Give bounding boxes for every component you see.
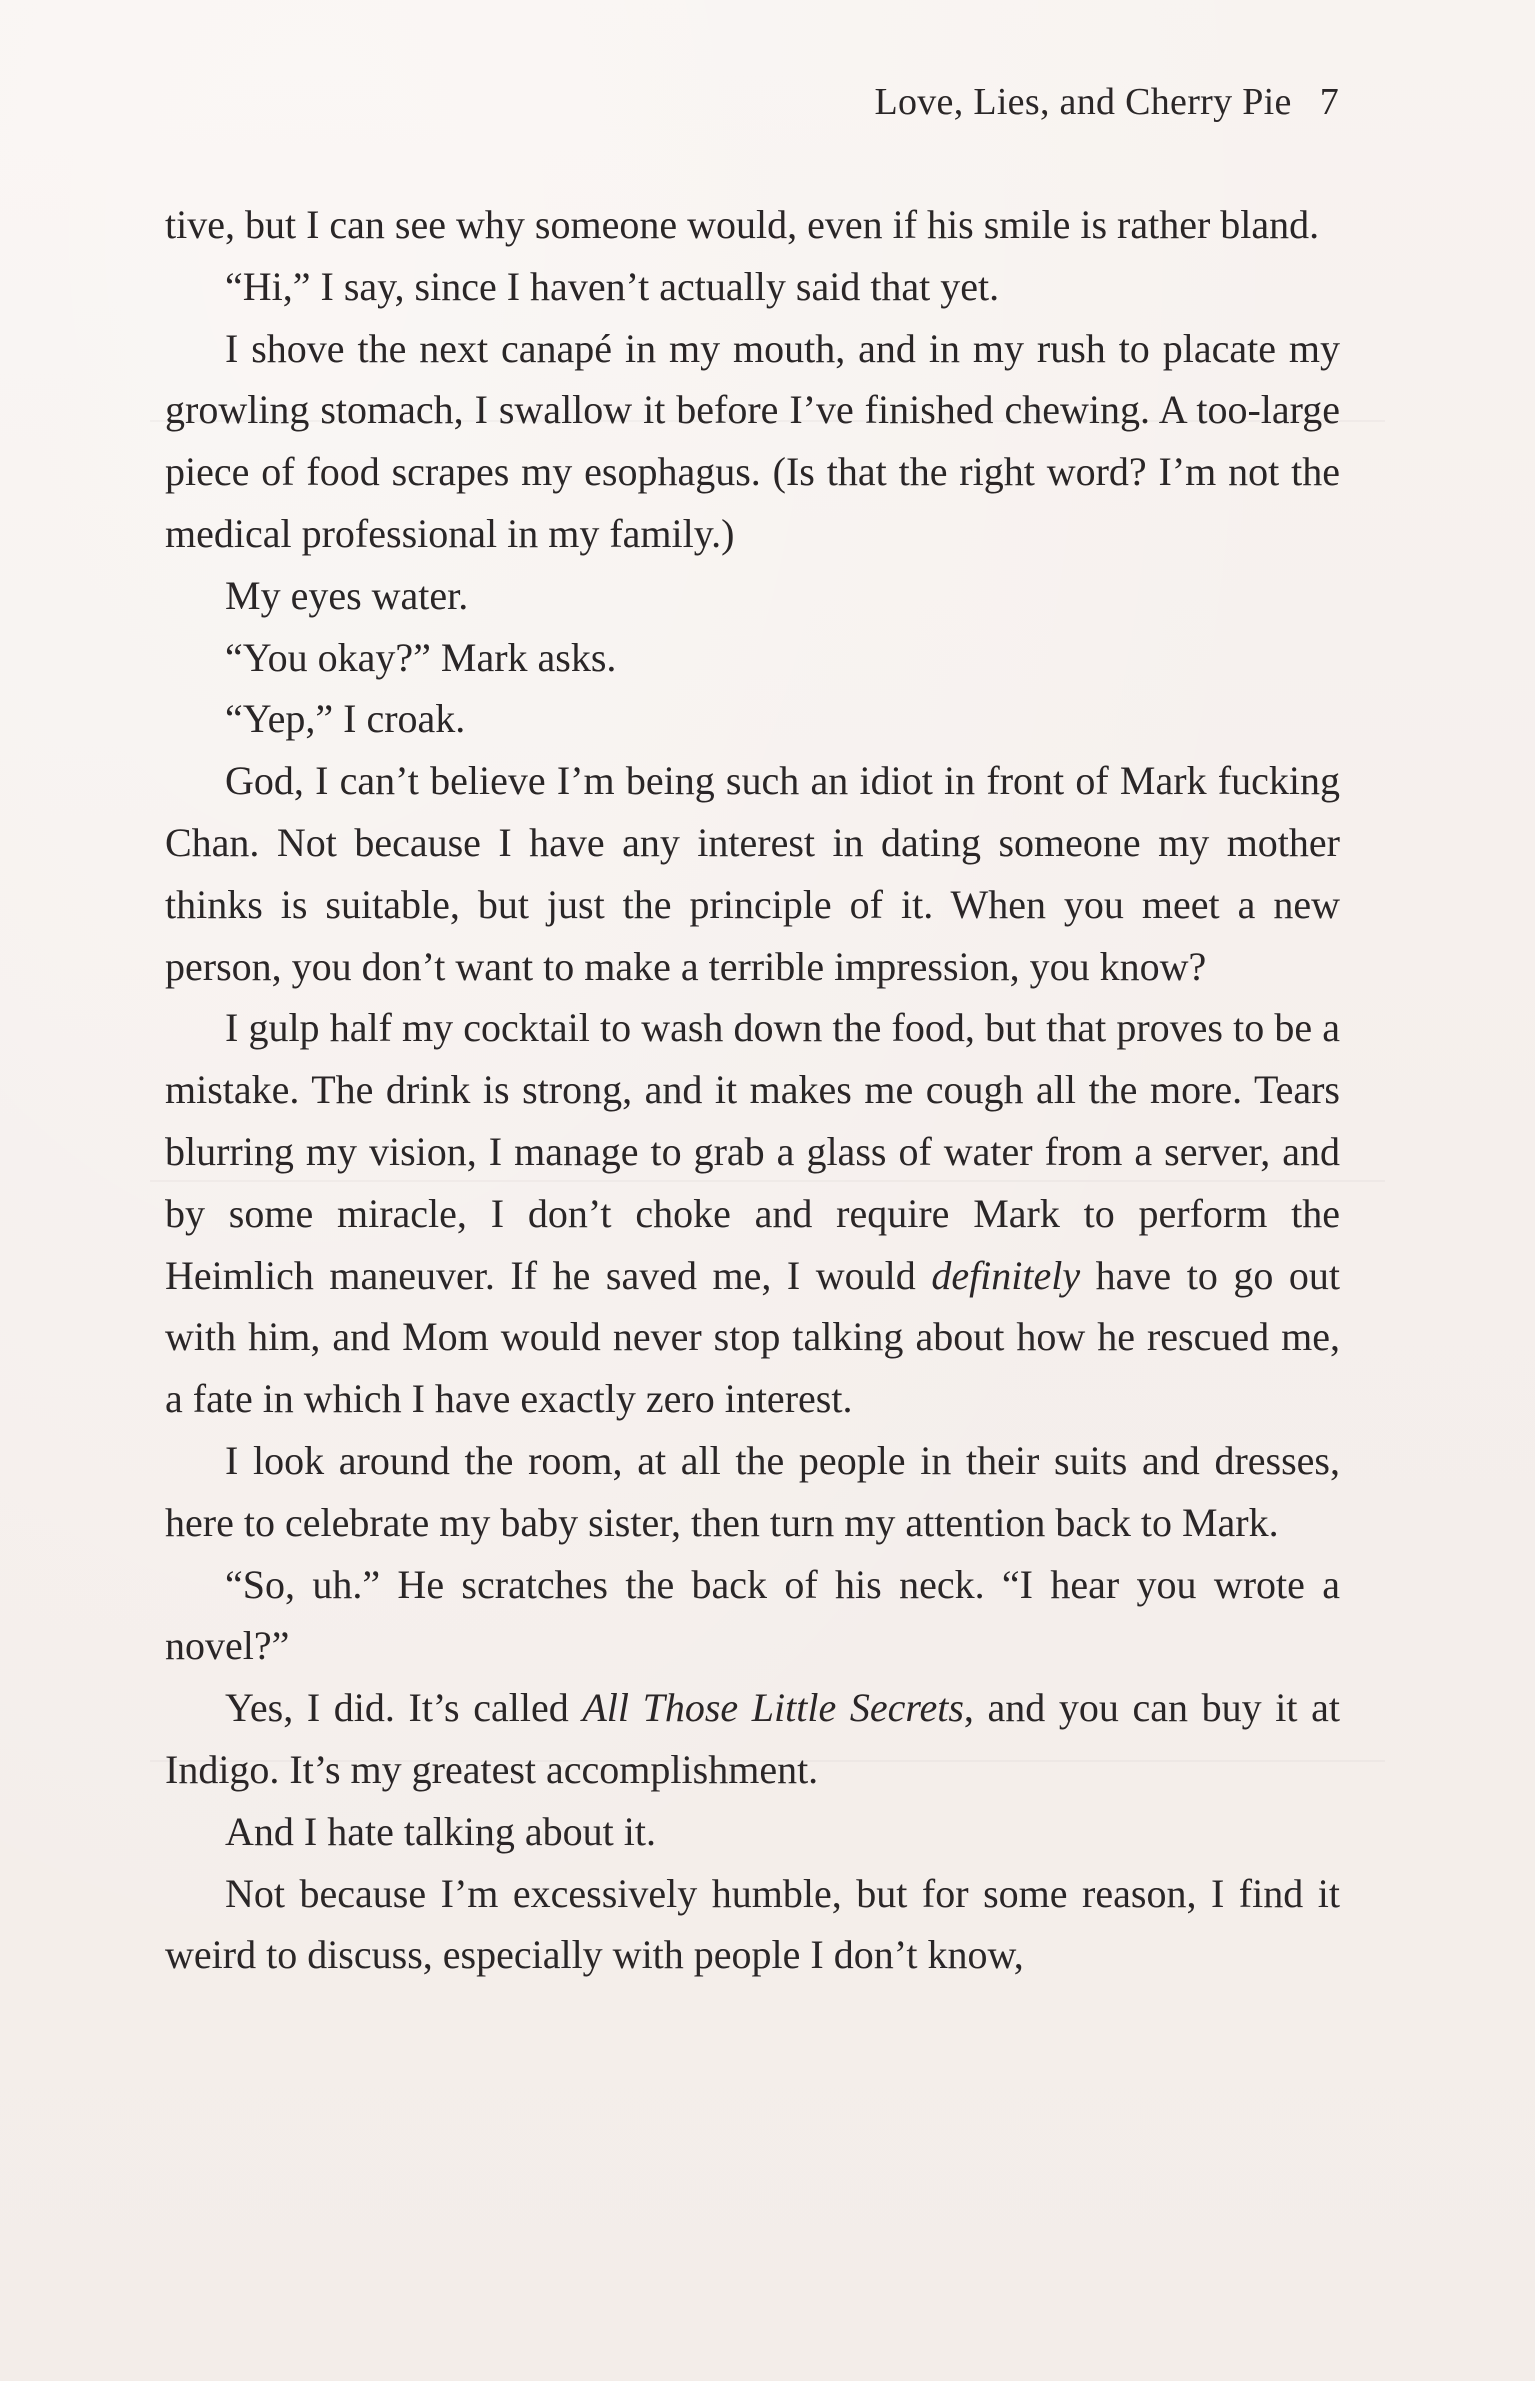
- book-title-emphasis: All Those Little Secrets: [582, 1685, 964, 1731]
- paragraph-text: Yes, I did. It’s called: [225, 1685, 583, 1731]
- book-title: Love, Lies, and Cherry Pie: [874, 81, 1292, 123]
- paragraph: “Yep,” I croak.: [225, 696, 466, 742]
- paragraph: And I hate talking about it.: [225, 1808, 657, 1854]
- paragraph: I shove the next canapé in my mouth, and in my rush to placate my growling stomach, I swallow it before I’ve finished chewing. A too-large piece of food scrapes my esophagus. (Is that the right word? I’m not the medical professional in my family.): [165, 325, 1340, 556]
- paragraph: My eyes water.: [225, 572, 469, 618]
- emphasis-text: definitely: [931, 1252, 1081, 1298]
- page-number: 7: [1319, 81, 1339, 123]
- paragraph-text: I gulp half my cocktail to wash down the food, but that proves to be a mistake. The drink is strong, and it makes me cough all the more. Tears blurring my vision, I manage to grab a glass of water from a server, and by some miracle, I don’t choke and require Mark to perform the Heimlich maneuver. If he saved me, I: [165, 1005, 1340, 1298]
- paragraph: “You okay?” Mark asks.: [225, 634, 617, 680]
- body-text: [165, 194, 1340, 1986]
- paragraph: Not because I’m excessively humble, but for some reason, I find it weird to discuss, especially with people I don’t know,: [165, 1870, 1340, 1978]
- paragraph: I look around the room, at all the people in their suits and dresses, here to celebrate my baby sister, then turn my attention back to Mark.: [165, 1437, 1340, 1545]
- paragraph: “Hi,” I say, since I haven’t actually said that yet.: [225, 263, 1000, 309]
- paragraph-text: would: [815, 1252, 932, 1298]
- paragraph-text: , and you can buy it at Indigo. It’s my greatest accomplishment.: [165, 1685, 1341, 1792]
- running-head: [874, 80, 1339, 124]
- paragraph: [165, 1677, 1340, 1801]
- paragraph: God, I can’t believe I’m being such an idiot in front of Mark fucking Chan. Not because I have any interest in dating someone my mother thinks is suitable, but just the principle of it. When you meet a new person, you don’t want to make a terrible impression, you know?: [165, 758, 1340, 989]
- paragraph: [165, 997, 1340, 1430]
- paragraph: “So, uh.” He scratches the back of his neck. “I hear you wrote a novel?”: [165, 1561, 1340, 1669]
- paragraph: tive, but I can see why someone would, even if his smile is rather bland.: [165, 202, 1320, 247]
- paragraph-text: have to go out with him, and Mom would never stop talking about how he rescued me, a fate in which I have exactly zero interest.: [165, 1252, 1341, 1422]
